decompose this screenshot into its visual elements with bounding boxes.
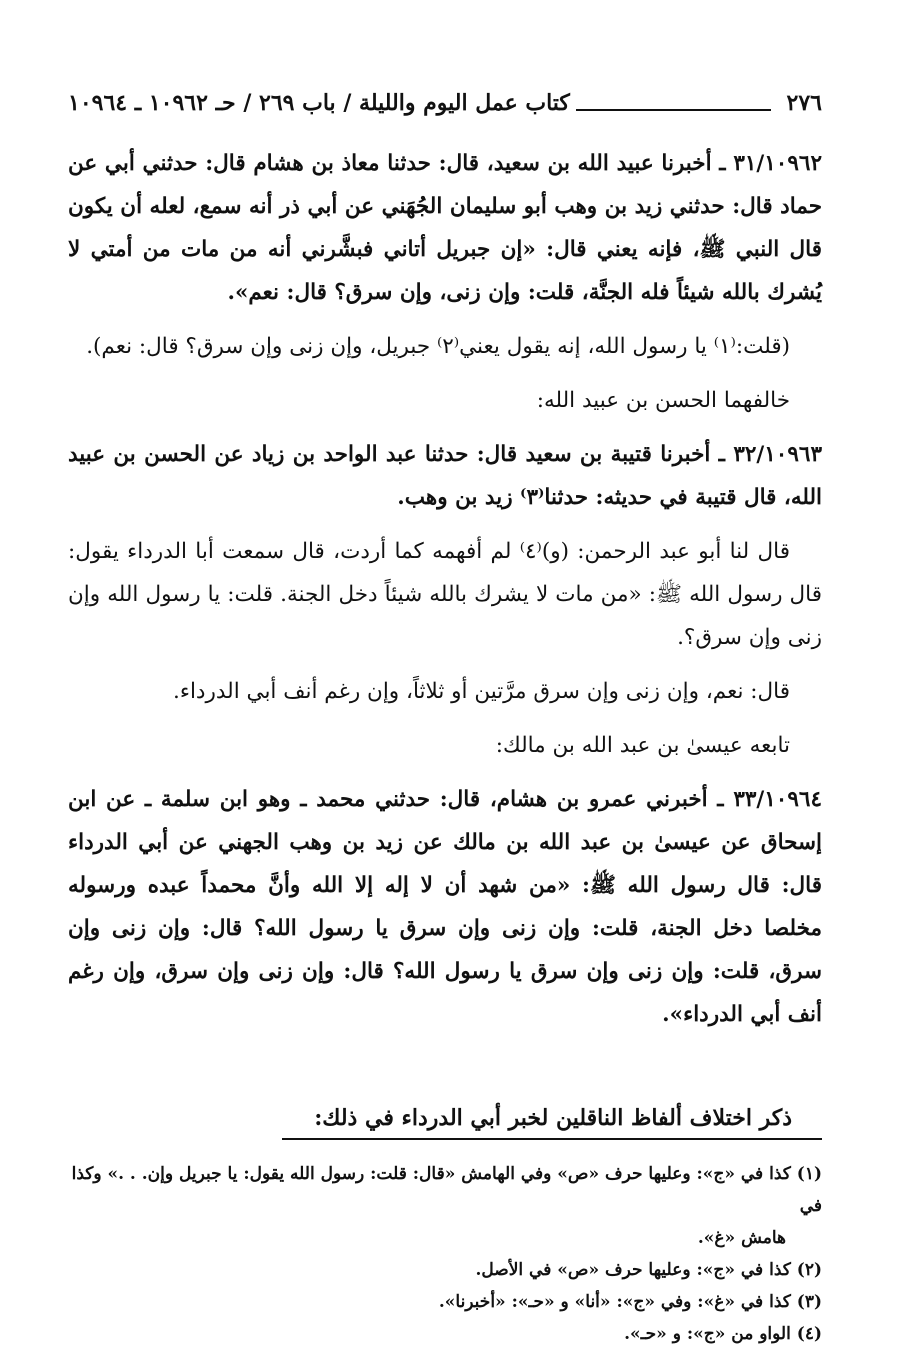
footnote-text: الواو من «ج»: و «حـ». bbox=[624, 1324, 791, 1344]
text-paragraph: خالفهما الحسن بن عبيد الله: bbox=[536, 388, 790, 413]
hadith-text: ـ أخبرنا قتيبة بن سعيد قال: حدثنا عبد الواحد بن زياد عن الحسن بن عبيد الله، قال قتيبة في حديثه: حدثنا⁽٣⁾ زيد بن وهب. bbox=[68, 442, 822, 510]
page-header bbox=[68, 86, 822, 120]
main-text bbox=[68, 142, 822, 1047]
hadith-paragraph bbox=[68, 433, 822, 519]
footnote-label: (٣) bbox=[796, 1292, 822, 1312]
footnote-text: كذا في «ج»: وعليها حرف «ص» وفي الهامش «قال: قلت: رسول الله يقول: يا جبريل وإن. . .» وكذا في bbox=[71, 1164, 822, 1216]
section-title: ذكر اختلاف ألفاظ الناقلين لخبر أبي الدرداء في ذلك: bbox=[282, 1100, 822, 1140]
text-paragraph: قال لنا أبو عبد الرحمن: (و)⁽٤⁾ لم أفهمه كما أردت، قال سمعت أبا الدرداء يقول: قال رسول الله ﷺ: «من مات لا يشرك بالله شيئاً دخل الجنة. قلت: يا رسول الله وإن زنى وإن سرق؟. bbox=[68, 539, 822, 650]
header-rule bbox=[576, 109, 771, 111]
footnote-label: (٤) bbox=[796, 1324, 822, 1344]
hadith-number: ٣١/١٠٩٦٢ bbox=[733, 151, 822, 176]
text-paragraph: (قلت:⁽١⁾ يا رسول الله، إنه يقول يعني⁽٢⁾ جبريل، وإن زنى وإن سرق؟ قال: نعم). bbox=[86, 334, 790, 359]
footnote-text-continued: هامش «غ». bbox=[697, 1228, 786, 1248]
text-paragraph: قال: نعم، وإن زنى وإن سرق مرَّتين أو ثلاثاً، وإن رغم أنف أبي الدرداء. bbox=[173, 679, 790, 704]
footnotes bbox=[68, 1158, 822, 1350]
page-number: ٢٧٦ bbox=[786, 90, 822, 116]
hadith-paragraph bbox=[68, 778, 822, 1036]
footnote bbox=[68, 1286, 822, 1318]
hadith-paragraph bbox=[68, 142, 822, 314]
hadith-number: ٣٢/١٠٩٦٣ bbox=[733, 442, 822, 467]
footnote bbox=[68, 1254, 822, 1286]
text-paragraph: تابعه عيسىٰ بن عبد الله بن مالك: bbox=[495, 733, 790, 758]
running-title: كتاب عمل اليوم والليلة / باب ٢٦٩ / حـ ١٠٩٦٢ ـ ١٠٩٦٤ bbox=[68, 90, 570, 116]
hadith-number: ٣٣/١٠٩٦٤ bbox=[733, 787, 822, 812]
footnote-text: كذا في «ج»: وعليها حرف «ص» في الأصل. bbox=[475, 1260, 791, 1280]
footnote bbox=[68, 1158, 822, 1254]
footnote-text: كذا في «غ»: وفي «ج»: «أنا» و «حـ»: «أخبرنا». bbox=[438, 1292, 791, 1312]
footnote bbox=[68, 1318, 822, 1350]
hadith-text: ـ أخبرني عمرو بن هشام، قال: حدثني محمد ـ وهو ابن سلمة ـ عن ابن إسحاق عن عيسىٰ بن عبد الله بن مالك عن زيد بن وهب الجهني عن أبي الدرداء قال: قال رسول الله ﷺ: «من شهد أن لا إله إلا الله وأنَّ محمداً عبده ورسوله مخلصا دخل الجنة، قلت: وإن زنى وإن سرق يا رسول الله؟ قال: وإن زنى وإن سرق، قلت: وإن زنى وإن سرق يا رسول الله؟ قال: وإن زنى وإن سرق، وإن رغم أنف أبي الدرداء». bbox=[68, 787, 822, 1027]
hadith-text: ـ أخبرنا عبيد الله بن سعيد، قال: حدثنا معاذ بن هشام قال: حدثني أبي عن حماد قال: حدثني زيد بن وهب أبو سليمان الجُهَني عن أبي ذر أنه سمع، لعله أن يكون قال النبي ﷺ، فإنه يعني قال: «إن جبريل أتاني فبشَّرني أنه من مات من أمتي لا يُشرك بالله شيئاً فله الجنَّة، قلت: وإن زنى، وإن سرق؟ قال: نعم». bbox=[68, 151, 822, 305]
footnote-label: (٢) bbox=[796, 1260, 822, 1280]
footnote-label: (١) bbox=[796, 1164, 822, 1184]
